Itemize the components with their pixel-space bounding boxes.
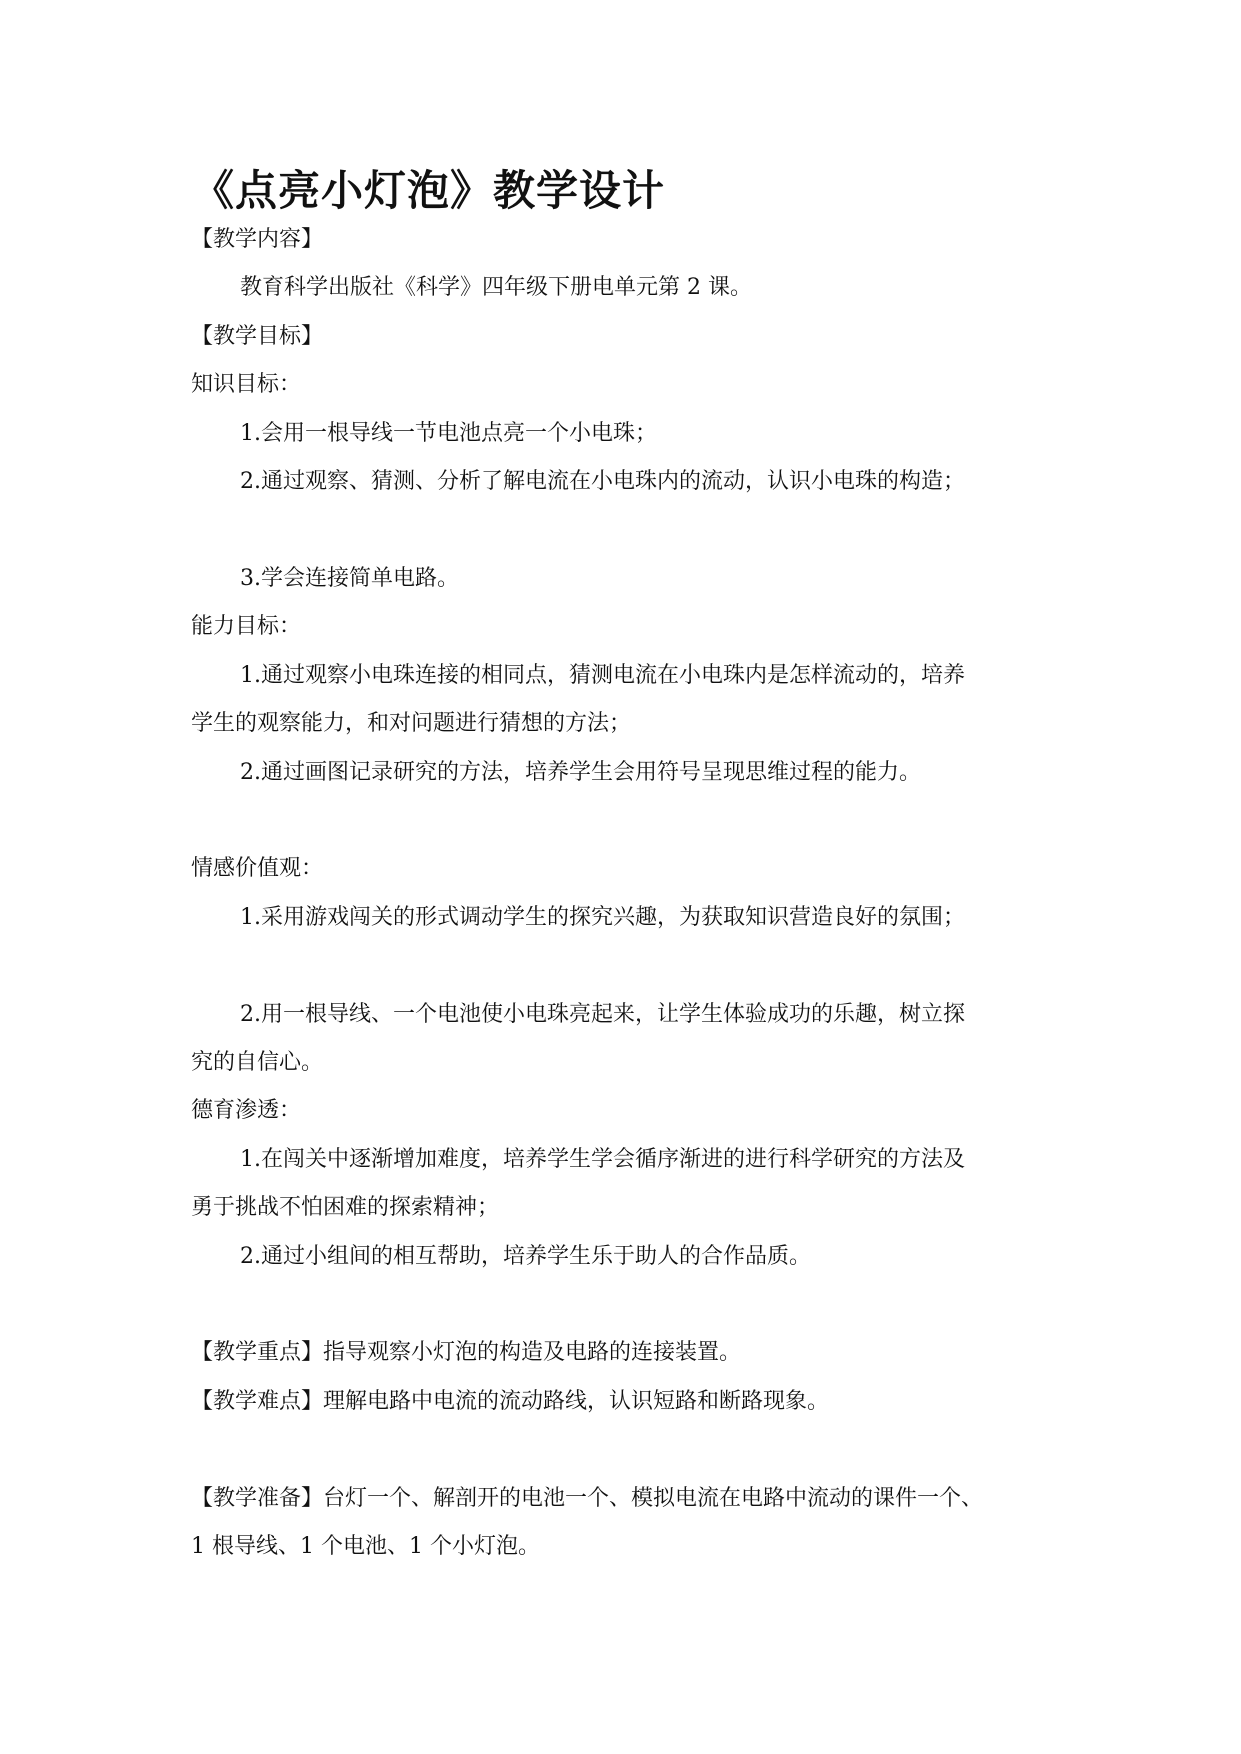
section-heading-objectives: 【教学目标】 xyxy=(191,324,324,349)
emotion-goal-2-line-2: 究的自信心。 xyxy=(191,1050,324,1075)
moral-goal-1-line-2: 勇于挑战不怕困难的探索精神； xyxy=(191,1195,500,1220)
knowledge-goal-2: 2.通过观察、猜测、分析了解电流在小电珠内的流动，认识小电珠的构造； xyxy=(240,469,965,494)
content-text: 教育科学出版社《科学》四年级下册电单元第 2 课。 xyxy=(240,275,752,300)
document-title: 《点亮小灯泡》教学设计 xyxy=(192,166,666,215)
teaching-difficulty: 【教学难点】理解电路中电流的流动路线，认识短路和断路现象。 xyxy=(191,1389,830,1414)
ability-goal-2: 2.通过画图记录研究的方法，培养学生会用符号呈现思维过程的能力。 xyxy=(240,760,921,785)
teaching-preparation-line-2: 1 根导线、1 个电池、1 个小灯泡。 xyxy=(191,1534,540,1559)
moral-goal-2: 2.通过小组间的相互帮助，培养学生乐于助人的合作品质。 xyxy=(240,1244,811,1269)
section-heading-content: 【教学内容】 xyxy=(191,227,324,252)
moral-goal-1-line-1: 1.在闯关中逐渐增加难度，培养学生学会循序渐进的进行科学研究的方法及 xyxy=(240,1147,965,1172)
ability-goal-heading: 能力目标： xyxy=(191,614,302,639)
emotion-goal-heading: 情感价值观： xyxy=(191,856,324,881)
ability-goal-1-line-1: 1.通过观察小电珠连接的相同点，猜测电流在小电珠内是怎样流动的，培养 xyxy=(240,663,965,688)
moral-goal-heading: 德育渗透： xyxy=(191,1098,302,1123)
teaching-key-point: 【教学重点】指导观察小灯泡的构造及电路的连接装置。 xyxy=(191,1340,742,1365)
ability-goal-1-line-2: 学生的观察能力，和对问题进行猜想的方法； xyxy=(191,711,632,736)
emotion-goal-1: 1.采用游戏闯关的形式调动学生的探究兴趣，为获取知识营造良好的氛围； xyxy=(240,905,965,930)
knowledge-goal-heading: 知识目标： xyxy=(191,372,302,397)
emotion-goal-2-line-1: 2.用一根导线、一个电池使小电珠亮起来，让学生体验成功的乐趣，树立探 xyxy=(240,1002,965,1027)
teaching-preparation-line-1: 【教学准备】台灯一个、解剖开的电池一个、模拟电流在电路中流动的课件一个、 xyxy=(191,1486,984,1511)
knowledge-goal-1: 1.会用一根导线一节电池点亮一个小电珠； xyxy=(240,421,657,446)
knowledge-goal-3: 3.学会连接简单电路。 xyxy=(240,566,459,591)
